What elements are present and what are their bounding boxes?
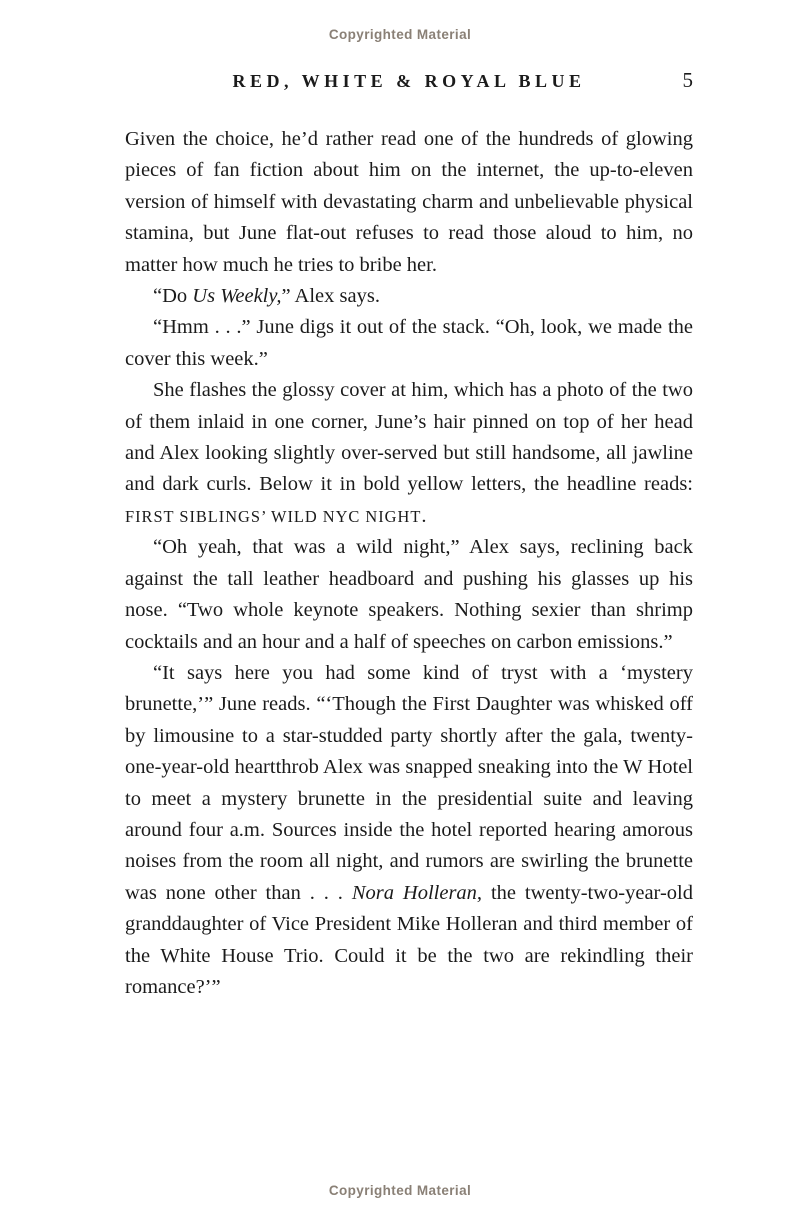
text-run: “It says here you had some kind of tryst with a ‘mystery brunette,’” June reads. “‘Though the First Daughter was whisked off by limousine to a star-studded party shortly after the gala, twenty-one-year-old heartthrob Alex was snapped sneaking into the W Hotel to meet a mystery brunette in the presidential suite and leaving around four a.m. Sources inside the hotel reported hearing amorous noises from the room all night, and rumors are swirling the brunette was none other than . . .: [125, 661, 693, 904]
text-run: “Oh yeah, that was a wild night,” Alex says, reclining back against the tall leather headboard and pushing his glasses up his nose. “Two whole keynote speakers. Nothing sexier than shrimp cocktails and an hour and a half of speeches on carbon emissions.”: [125, 536, 693, 653]
text-run-smallcaps: FIRST SIBLINGS’ WILD NYC NIGHT: [125, 506, 422, 526]
copyright-notice-bottom: Copyrighted Material: [328, 1183, 472, 1198]
text-run-italic: Nora Holleran,: [351, 881, 483, 904]
body-text: [125, 124, 693, 1003]
text-run: ” Alex says.: [281, 285, 380, 308]
paragraph: [125, 532, 693, 658]
text-run: Given the choice, he’d rather read one of the hundreds of glowing pieces of fan fiction about him on the internet, the up-to-eleven version of himself with devastating charm and unbelievable physical stamina, but June flat-out refuses to read those aloud to him, no matter how much he tries to bribe her.: [125, 128, 693, 276]
paragraph: [125, 281, 693, 312]
running-header: [125, 68, 693, 96]
book-title: RED, WHITE & ROYAL BLUE: [232, 71, 586, 91]
text-run-italic: Us Weekly,: [192, 285, 282, 308]
text-run: “Do: [153, 285, 193, 308]
paragraph: [125, 658, 693, 1003]
paragraph: [125, 124, 693, 281]
text-run: She flashes the glossy cover at him, which has a photo of the two of them inlaid in one corner, June’s hair pinned on top of her head and Alex looking slightly over-served but still handsome, all jawline and dark curls. Below it in bold yellow letters, the headline reads:: [125, 379, 693, 496]
paragraph: [125, 312, 693, 375]
copyright-notice-top: Copyrighted Material: [328, 27, 472, 42]
text-run: .: [421, 504, 427, 527]
paragraph: [125, 375, 693, 532]
text-run: the twenty-two-year-old granddaughter of Vice President Mike Holleran and third member of the White House Trio. Could it be the two are rekindling their romance?’”: [125, 881, 693, 998]
page-number: 5: [682, 68, 693, 92]
text-run: “Hmm . . .” June digs it out of the stack. “Oh, look, we made the cover this week.”: [125, 316, 693, 370]
